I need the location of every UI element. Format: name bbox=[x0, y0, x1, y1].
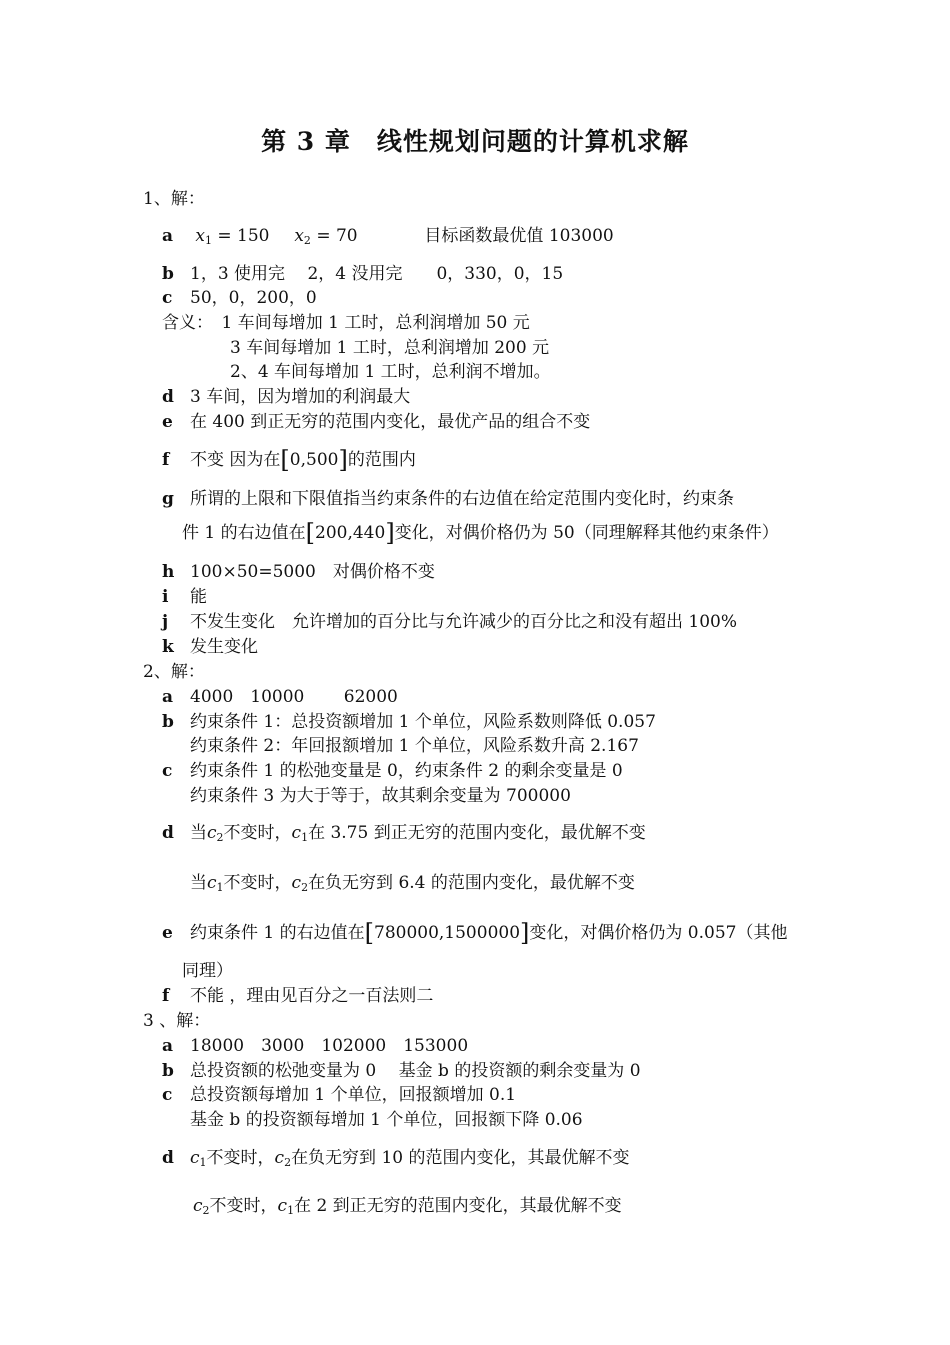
q3-b-text: 总投资额的松弛变量为 0 基金 b 的投资额的剩余变量为 0 bbox=[190, 1061, 641, 1081]
q1-g-line1 bbox=[162, 488, 734, 510]
q1-b-line bbox=[162, 263, 563, 285]
q1-f-label: f bbox=[162, 450, 170, 470]
q2-a-label: a bbox=[162, 687, 174, 707]
q1-x1-sub: 1 bbox=[205, 234, 212, 247]
q2-d-label: d bbox=[162, 823, 174, 843]
q3-d-l1-var2: c bbox=[274, 1148, 285, 1168]
q1-g-post: 变化，对偶价格仍为 50（同理解释其他约束条件） bbox=[394, 523, 779, 543]
q1-c-label: c bbox=[162, 288, 173, 308]
q1-x2-sub: 2 bbox=[303, 234, 311, 247]
q1-c-line bbox=[162, 287, 317, 309]
q1-j-line bbox=[162, 611, 737, 633]
q2-d-l2-mid: 不变时， bbox=[223, 873, 292, 893]
q2-c-line2: 约束条件 3 为大于等于，故其剩余变量为 700000 bbox=[190, 786, 571, 806]
q3-d-l2-post: 在 2 到正无穷的范围内变化，其最优解不变 bbox=[294, 1196, 622, 1216]
q1-e-text: 在 400 到正无穷的范围内变化，最优产品的组合不变 bbox=[190, 412, 591, 432]
q3-d-l1-mid: 不变时， bbox=[206, 1148, 275, 1168]
q1-b-label: b bbox=[162, 264, 174, 284]
q3-d-l2-sub2: 1 bbox=[287, 1204, 295, 1217]
q2-header: 2、解： bbox=[143, 662, 205, 682]
q3-a-text: 18000 3000 102000 153000 bbox=[190, 1036, 469, 1056]
q2-b-line1 bbox=[162, 711, 656, 733]
q3-c-line1 bbox=[162, 1084, 516, 1106]
q1-k-text: 发生变化 bbox=[190, 637, 258, 657]
q2-a-line bbox=[162, 686, 398, 708]
q3-b-label: b bbox=[162, 1061, 174, 1081]
q1-e-line bbox=[162, 411, 590, 433]
q3-c-label: c bbox=[162, 1085, 173, 1105]
q3-c-text1: 总投资额每增加 1 个单位，回报额增加 0.1 bbox=[190, 1085, 517, 1105]
q2-d-l1-var: c bbox=[207, 823, 217, 843]
q3-d-l1-var: c bbox=[190, 1148, 200, 1168]
q2-b-label: b bbox=[162, 712, 174, 732]
q3-d-label: d bbox=[162, 1148, 174, 1168]
q1-d-label: d bbox=[162, 387, 174, 407]
q1-h-label: h bbox=[162, 562, 175, 582]
q2-b-line2: 约束条件 2：年回报额增加 1 个单位，风险系数升高 2.167 bbox=[190, 736, 639, 756]
q3-a-line bbox=[162, 1035, 468, 1057]
q2-f-text: 不能 ，理由见百分之一百法则二 bbox=[190, 986, 434, 1006]
q3-c-line2: 基金 b 的投资额每增加 1 个单位，回报额下降 0.06 bbox=[190, 1110, 583, 1130]
q1-g-pre: 件 1 的右边值在 bbox=[182, 523, 306, 543]
q2-e-label: e bbox=[162, 923, 173, 943]
q3-d-l1-sub: 1 bbox=[199, 1156, 207, 1169]
q2-d-l2-sub2: 2 bbox=[301, 881, 309, 894]
q1-f-interval: 0,500 bbox=[289, 450, 339, 470]
q3-d-l2-sub: 2 bbox=[202, 1204, 210, 1217]
q1-c-text: 50，0，200，0 bbox=[190, 288, 317, 308]
q1-b-text: 1，3 使用完 2，4 没用完 0，330，0，15 bbox=[190, 264, 564, 284]
q1-x1-var: x bbox=[195, 226, 205, 246]
q3-d-line2 bbox=[193, 1195, 622, 1222]
q1-g-text1: 所谓的上限和下限值指当约束条件的右边值在给定范围内变化时，约束条 bbox=[190, 489, 734, 509]
q1-i-line bbox=[162, 586, 207, 608]
q2-e-post: 变化，对偶价格仍为 0.057（其他 bbox=[529, 923, 788, 943]
q1-header: 1、解： bbox=[143, 189, 205, 209]
q1-g-interval: 200,440 bbox=[315, 523, 386, 543]
q1-a-line bbox=[162, 225, 614, 252]
q1-f-pre: 不变 因为在 bbox=[190, 450, 281, 470]
q1-g-line2: 件 1 的右边值在[200,440]变化，对偶价格仍为 50（同理解释其他约束条件） bbox=[182, 519, 779, 547]
q2-d-l1-var2: c bbox=[291, 823, 302, 843]
q2-c-line1 bbox=[162, 760, 623, 782]
q3-header: 3 、解： bbox=[143, 1011, 211, 1031]
q1-j-label: j bbox=[162, 612, 169, 632]
q1-meaning-3: 2、4 车间每增加 1 工时，总利润不增加。 bbox=[230, 362, 551, 382]
q1-g-label: g bbox=[162, 489, 174, 509]
q2-a-text: 4000 10000 62000 bbox=[190, 687, 398, 707]
q2-d-l1-mid: 不变时， bbox=[223, 823, 292, 843]
q1-e-label: e bbox=[162, 412, 173, 432]
q1-meaning-2: 3 车间每增加 1 工时，总利润增加 200 元 bbox=[230, 338, 550, 358]
q1-f-post: 的范围内 bbox=[347, 450, 416, 470]
q1-x2-value: = 70 bbox=[316, 226, 358, 246]
q3-d-l2-var2: c bbox=[277, 1196, 288, 1216]
q1-h-line bbox=[162, 561, 435, 583]
q3-d-l2-var: c bbox=[193, 1196, 203, 1216]
q3-d-line1 bbox=[162, 1147, 630, 1174]
q1-a-objective: 目标函数最优值 103000 bbox=[424, 226, 614, 246]
q1-j-text: 不发生变化 允许增加的百分比与允许减少的百分比之和没有超出 100% bbox=[190, 612, 738, 632]
q2-d-l2-var2: c bbox=[291, 873, 302, 893]
q3-a-label: a bbox=[162, 1036, 174, 1056]
q1-h-text: 100×50=5000 对偶价格不变 bbox=[190, 562, 435, 582]
q1-d-line bbox=[162, 386, 410, 408]
q2-d-line2 bbox=[190, 872, 635, 899]
q2-c-text1: 约束条件 1 的松弛变量是 0，约束条件 2 的剩余变量是 0 bbox=[190, 761, 623, 781]
q2-d-l2-post: 在负无穷到 6.4 的范围内变化，最优解不变 bbox=[308, 873, 635, 893]
q2-f-label: f bbox=[162, 986, 170, 1006]
q1-i-text: 能 bbox=[190, 587, 207, 607]
q2-d-l2-var: c bbox=[207, 873, 217, 893]
q2-b-text1: 约束条件 1：总投资额增加 1 个单位，风险系数则降低 0.057 bbox=[190, 712, 656, 732]
q2-d-l1-sub: 2 bbox=[216, 831, 224, 844]
q1-k-label: k bbox=[162, 637, 174, 657]
q3-d-l1-sub2: 2 bbox=[284, 1156, 292, 1169]
q3-b-line bbox=[162, 1060, 641, 1082]
q2-d-l1-post: 在 3.75 到正无穷的范围内变化，最优解不变 bbox=[308, 823, 646, 843]
q1-x1-value: = 150 bbox=[217, 226, 270, 246]
q2-d-l2-sub: 1 bbox=[216, 881, 224, 894]
q2-d-l1-sub2: 1 bbox=[301, 831, 309, 844]
q2-e-pre: 约束条件 1 的右边值在 bbox=[190, 923, 365, 943]
q2-e-line1: e 约束条件 1 的右边值在[780000,1500000]变化，对偶价格仍为 0.057（其他 bbox=[162, 919, 788, 947]
q2-c-label: c bbox=[162, 761, 173, 781]
q2-e-line2: 同理） bbox=[182, 961, 233, 981]
q1-x2-var: x bbox=[294, 226, 304, 246]
q2-f-line bbox=[162, 985, 433, 1007]
q3-d-l1-post: 在负无穷到 10 的范围内变化，其最优解不变 bbox=[291, 1148, 630, 1168]
q1-f-line: f 不变 因为在[0,500]的范围内 bbox=[162, 446, 416, 474]
q1-k-line bbox=[162, 636, 258, 658]
q1-i-label: i bbox=[162, 587, 169, 607]
q2-d-line1 bbox=[162, 822, 646, 849]
chapter-title: 第 3 章 线性规划问题的计算机求解 bbox=[261, 127, 689, 156]
q2-e-interval: 780000,1500000 bbox=[374, 923, 521, 943]
q1-d-text: 3 车间，因为增加的利润最大 bbox=[190, 387, 411, 407]
q1-a-label: a bbox=[162, 226, 174, 246]
q2-d-l2-pre: 当 bbox=[190, 873, 207, 893]
q2-d-l1-pre: 当 bbox=[190, 823, 207, 843]
q1-meaning-1: 含义： 1 车间每增加 1 工时，总利润增加 50 元 bbox=[162, 313, 530, 333]
q3-d-l2-mid: 不变时， bbox=[209, 1196, 278, 1216]
